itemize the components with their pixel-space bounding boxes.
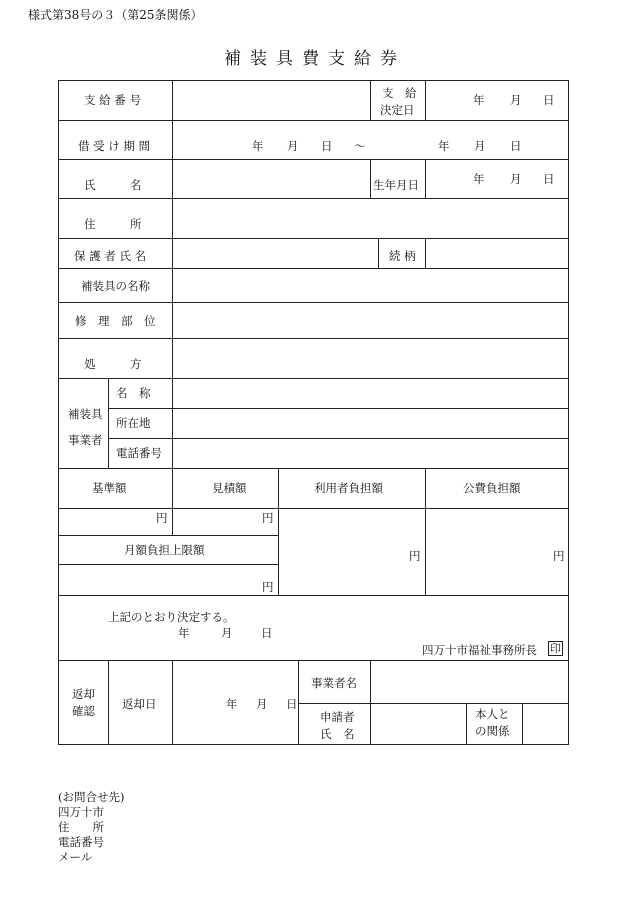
row-divider <box>58 268 569 269</box>
provider-name-label: 名 称 <box>116 386 151 400</box>
page-title: 補装具費支給券 <box>224 49 406 69</box>
col-divider <box>278 468 279 595</box>
device-name-label: 補装具の名称 <box>81 279 150 293</box>
col-divider <box>425 159 426 198</box>
date-month: 月 <box>510 172 522 186</box>
prescription-label: 処 方 <box>84 357 142 371</box>
col-divider <box>172 268 173 378</box>
repair-part-label: 修 理 部 位 <box>75 314 156 328</box>
contact-block <box>58 790 124 865</box>
col-divider <box>522 703 523 745</box>
date-tilde: ～ <box>354 139 366 153</box>
yen-mark: 円 <box>262 580 274 594</box>
col-divider <box>466 703 467 745</box>
col-divider <box>172 378 173 468</box>
row-divider <box>58 238 569 239</box>
return-confirm-label: 返却 <box>72 687 95 701</box>
applicant-label: 申請者 <box>320 710 355 724</box>
date-day: 日 <box>510 139 522 153</box>
provider-company-label: 事業者名 <box>311 676 357 690</box>
yen-mark: 円 <box>262 511 274 525</box>
contact-city: 四万十市 <box>58 805 104 819</box>
row-divider <box>58 338 569 339</box>
col-divider <box>108 378 109 468</box>
relationship-label: 続 柄 <box>389 249 416 263</box>
row-divider <box>58 595 569 596</box>
row-divider <box>108 408 569 409</box>
contact-phone: 電話番号 <box>58 835 104 849</box>
contact-email: メール <box>58 850 93 864</box>
col-divider <box>298 660 299 745</box>
birth-date-label: 生年月日 <box>373 178 419 192</box>
row-divider <box>58 535 278 536</box>
col-divider <box>370 80 371 120</box>
address-label: 住 所 <box>84 217 142 231</box>
date-day: 日 <box>261 626 273 640</box>
return-confirm-label-2: 確認 <box>72 704 95 718</box>
contact-address: 住 所 <box>58 820 104 834</box>
row-divider <box>298 703 569 704</box>
public-burden-label: 公費負担額 <box>463 481 521 495</box>
col-divider <box>370 159 371 198</box>
row-divider <box>58 508 569 509</box>
date-month: 月 <box>287 139 299 153</box>
date-year: 年 <box>252 139 264 153</box>
date-day: 日 <box>321 139 333 153</box>
provider-location-label: 所在地 <box>116 416 151 430</box>
row-divider <box>58 468 569 469</box>
yen-mark: 円 <box>156 511 168 525</box>
col-divider <box>425 238 426 268</box>
form-number: 様式第38号の３（第25条関係） <box>28 8 203 22</box>
return-date-label: 返却日 <box>122 697 157 711</box>
yen-mark: 円 <box>409 549 421 563</box>
user-burden-label: 利用者負担額 <box>314 481 383 495</box>
row-divider <box>58 120 569 121</box>
provider-phone-label: 電話番号 <box>116 446 162 460</box>
name-label: 氏 名 <box>84 178 142 192</box>
contact-heading: (お問合せ先) <box>58 790 125 804</box>
guardian-name-label: 保 護 者 氏 名 <box>74 249 147 263</box>
col-divider <box>425 80 426 120</box>
date-year: 年 <box>226 697 238 711</box>
relation-self-label: 本人と <box>475 707 510 721</box>
row-divider <box>58 302 569 303</box>
provider-label-2: 事業者 <box>68 433 103 447</box>
row-divider <box>58 198 569 199</box>
date-year: 年 <box>473 93 485 107</box>
provider-label: 補装具 <box>68 407 103 421</box>
date-month: 月 <box>221 626 233 640</box>
decision-date-label: 支 給 <box>382 86 417 100</box>
loan-period-label: 借 受 け 期 間 <box>78 139 151 153</box>
date-month: 月 <box>474 139 486 153</box>
col-divider <box>108 660 109 745</box>
date-day: 日 <box>286 697 298 711</box>
yen-mark: 円 <box>553 549 565 563</box>
office-name: 四万十市福祉事務所長 <box>422 643 537 657</box>
base-amount-label: 基準額 <box>92 481 127 495</box>
date-year: 年 <box>178 626 190 640</box>
date-day: 日 <box>543 172 555 186</box>
row-divider <box>58 159 569 160</box>
relation-self-label-2: の関係 <box>475 724 510 738</box>
date-month: 月 <box>256 697 268 711</box>
payment-number-label: 支 給 番 号 <box>84 93 141 107</box>
applicant-label-2: 氏 名 <box>320 727 355 741</box>
col-divider <box>378 238 379 268</box>
row-divider <box>58 564 278 565</box>
monthly-cap-label: 月額負担上限額 <box>124 543 205 557</box>
col-divider <box>172 468 173 535</box>
row-divider <box>108 438 569 439</box>
col-divider <box>172 660 173 745</box>
decision-date-label-2: 決定日 <box>380 103 415 117</box>
row-divider <box>58 660 569 661</box>
date-year: 年 <box>473 172 485 186</box>
row-divider <box>58 378 569 379</box>
estimate-label: 見積額 <box>212 481 247 495</box>
col-divider <box>370 660 371 745</box>
seal-mark: 印 <box>550 642 561 655</box>
decision-text: 上記のとおり決定する。 <box>108 610 235 624</box>
date-year: 年 <box>438 139 450 153</box>
date-day: 日 <box>543 93 555 107</box>
col-divider <box>425 468 426 595</box>
date-month: 月 <box>510 93 522 107</box>
